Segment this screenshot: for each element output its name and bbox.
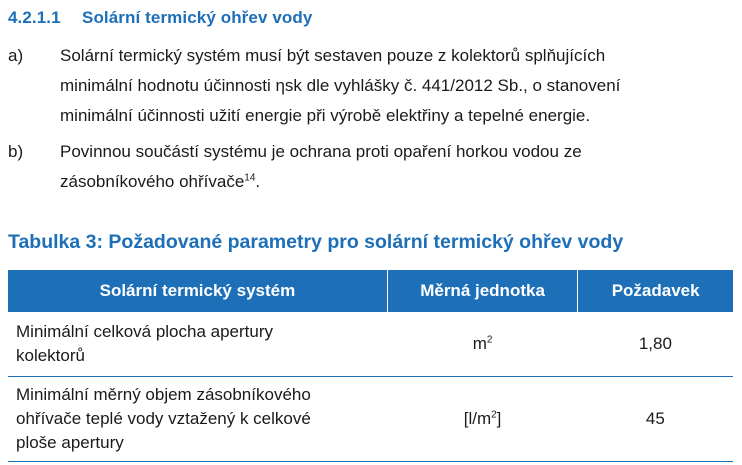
unit-prefix: [l/m	[463, 409, 492, 428]
cell-parameter	[8, 312, 387, 377]
cell-line: ploše apertury	[16, 433, 124, 452]
section-title: Solární termický ohřev vody	[82, 8, 313, 27]
table-row	[8, 377, 733, 462]
table-header-row	[8, 270, 733, 312]
unit-exponent: 2	[486, 334, 493, 346]
cell-requirement: 1,80	[578, 312, 733, 377]
list-text-line: minimální účinnosti užití energie při výrobě elektřiny a tepelné energie.	[60, 106, 591, 125]
cell-unit	[387, 377, 577, 462]
list-marker-a: a)	[8, 46, 24, 65]
column-header-system: Solární termický systém	[8, 270, 387, 312]
list-text-line: minimální hodnotu účinnosti ηsk dle vyhlášky č. 441/2012 Sb., o stanovení	[60, 76, 621, 95]
cell-line: Minimální celková plocha apertury	[16, 322, 274, 341]
cell-requirement: 45	[578, 377, 733, 462]
list-text-line: Solární termický systém musí být sestaven pouze z kolektorů splňujících	[60, 46, 606, 65]
unit-exponent: 2	[491, 409, 497, 421]
list-text-tail: .	[255, 172, 261, 191]
cell-line: kolektorů	[16, 346, 85, 365]
column-header-requirement: Požadavek	[578, 270, 733, 312]
table-title: Tabulka 3: Požadované parametry pro solární termický ohřev vody	[8, 231, 624, 253]
unit-base: m	[472, 334, 487, 353]
list-marker-b: b)	[8, 142, 24, 161]
list-text-line: Povinnou součástí systému je ochrana proti opaření horkou vodou ze	[60, 142, 582, 161]
list-text-fragment: zásobníkového ohřívače	[60, 172, 245, 191]
section-heading	[8, 8, 312, 28]
cell-line: Minimální měrný objem zásobníkového	[16, 385, 311, 404]
footnote-reference[interactable]: 14	[244, 172, 256, 184]
section-number: 4.2.1.1	[8, 8, 61, 27]
cell-line: ohřívače teplé vody vztažený k celkové	[16, 409, 311, 428]
table-row	[8, 312, 733, 377]
list-text-b	[60, 137, 740, 197]
unit-suffix: ]	[496, 409, 502, 428]
cell-parameter	[8, 377, 387, 462]
column-header-unit: Měrná jednotka	[387, 270, 577, 312]
list-text-line	[60, 167, 740, 197]
list-text-a	[60, 41, 740, 131]
parameters-table	[8, 270, 733, 462]
cell-unit	[387, 312, 577, 377]
